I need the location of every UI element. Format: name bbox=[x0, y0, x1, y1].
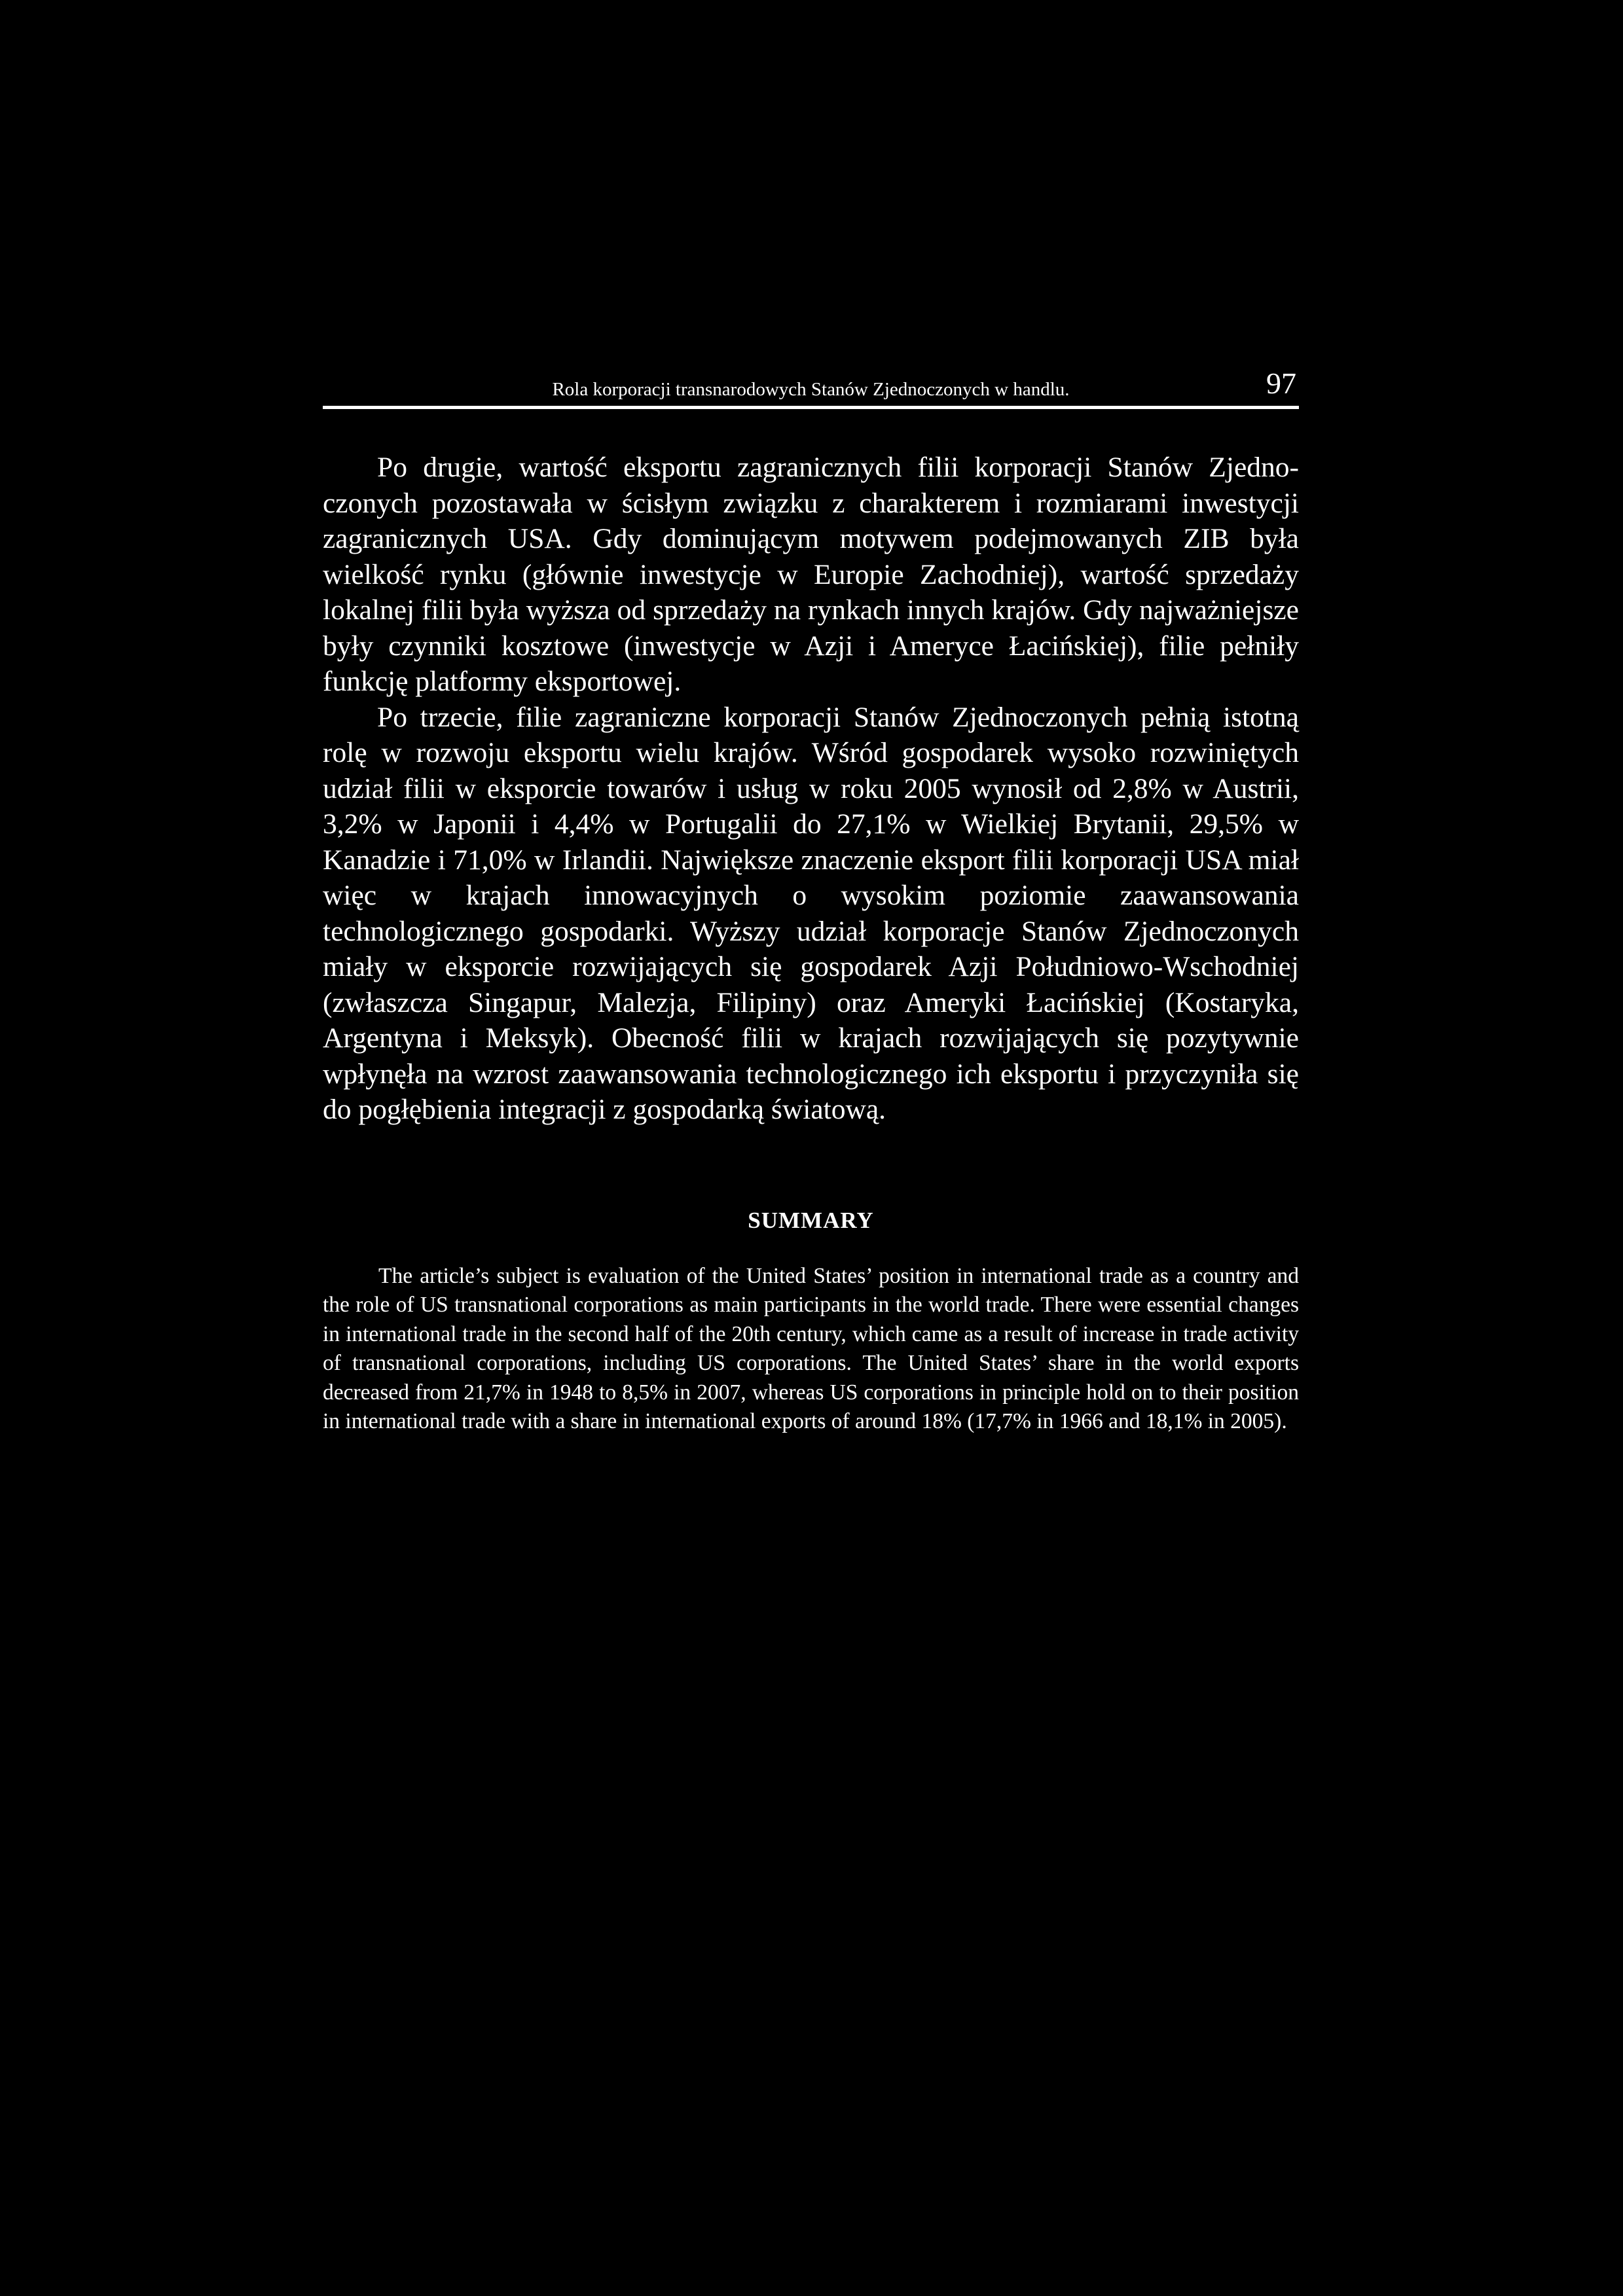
body-paragraph: Po drugie, wartość eksportu zagranicznych filii korporacji Stanów Zjednoczonych pozostawała w ścisłym związku z charakterem i rozmiarami inwestycji zagranicznych USA. Gdy dominującym motywem podejmowanych ZIB była wielkość rynku (głównie inwestycje w Europie Zachodniej), wartość sprzedaży lokalnej filii była wyższa od sprzedaży na rynkach innych krajów. Gdy najważniejsze były czynniki kosztowe (inwestycje w Azji i Ameryce Łacińskiej), filie pełniły funkcję platformy eksportowej. bbox=[323, 452, 1299, 697]
document-page bbox=[323, 364, 1299, 1437]
summary-heading: SUMMARY bbox=[748, 1207, 874, 1233]
running-header bbox=[323, 364, 1299, 409]
body-paragraph: Po trzecie, filie zagraniczne korporacji Stanów Zjednoczonych pełnią istotną rolę w rozwoju eksportu wielu krajów. Wśród gospodarek wysoko rozwiniętych udział filii w eksporcie towarów i usług w roku 2005 wynosił od 2,8% w Austrii, 3,2% w Japonii i 4,4% w Portugalii do 27,1% w Wielkiej Brytanii, 29,5% w Kanadzie i 71,0% w Irlandii. Największe znaczenie eksport filii korporacji USA miał więc w krajach innowacyjnych o wysokim poziomie zaawansowania technologicznego gospodarki. Wyższy udział korporacje Stanów Zjednoczonych miały w eksporcie rozwijających się gospodarek Azji Południowo-Wschodniej (zwłaszcza Singapur, Malezja, Filipiny) oraz Ameryki Łacińskiej (Kostaryka, Argentyna i Meksyk). Obecność filii w krajach rozwijających się pozytywnie wpłynęła na wzrost zaawansowania technologicznego ich eksportu i przyczyniła się do pogłębienia integracji z gospodarką światową. bbox=[323, 701, 1299, 1125]
summary-text: The article’s subject is evaluation of the United States’ position in international trade as a country and the role of US transnational corporations as main participants in the world trade. There were essential changes in international trade in the second half of the 20th century, which came as a result of increase in trade activity of transnational corporations, including US corporations. The United States’ share in the world exports decreased from 21,7% in 1948 to 8,5% in 2007, whereas US corporations in principle hold on to their position in international trade with a share in international exports of around 18% (17,7% in 1966 and 18,1% in 2005). bbox=[323, 1263, 1299, 1433]
body-text bbox=[323, 450, 1299, 1128]
running-title: Rola korporacji transnarodowych Stanów Zjednoczonych w handlu. bbox=[552, 379, 1070, 400]
page-number: 97 bbox=[1266, 367, 1296, 400]
